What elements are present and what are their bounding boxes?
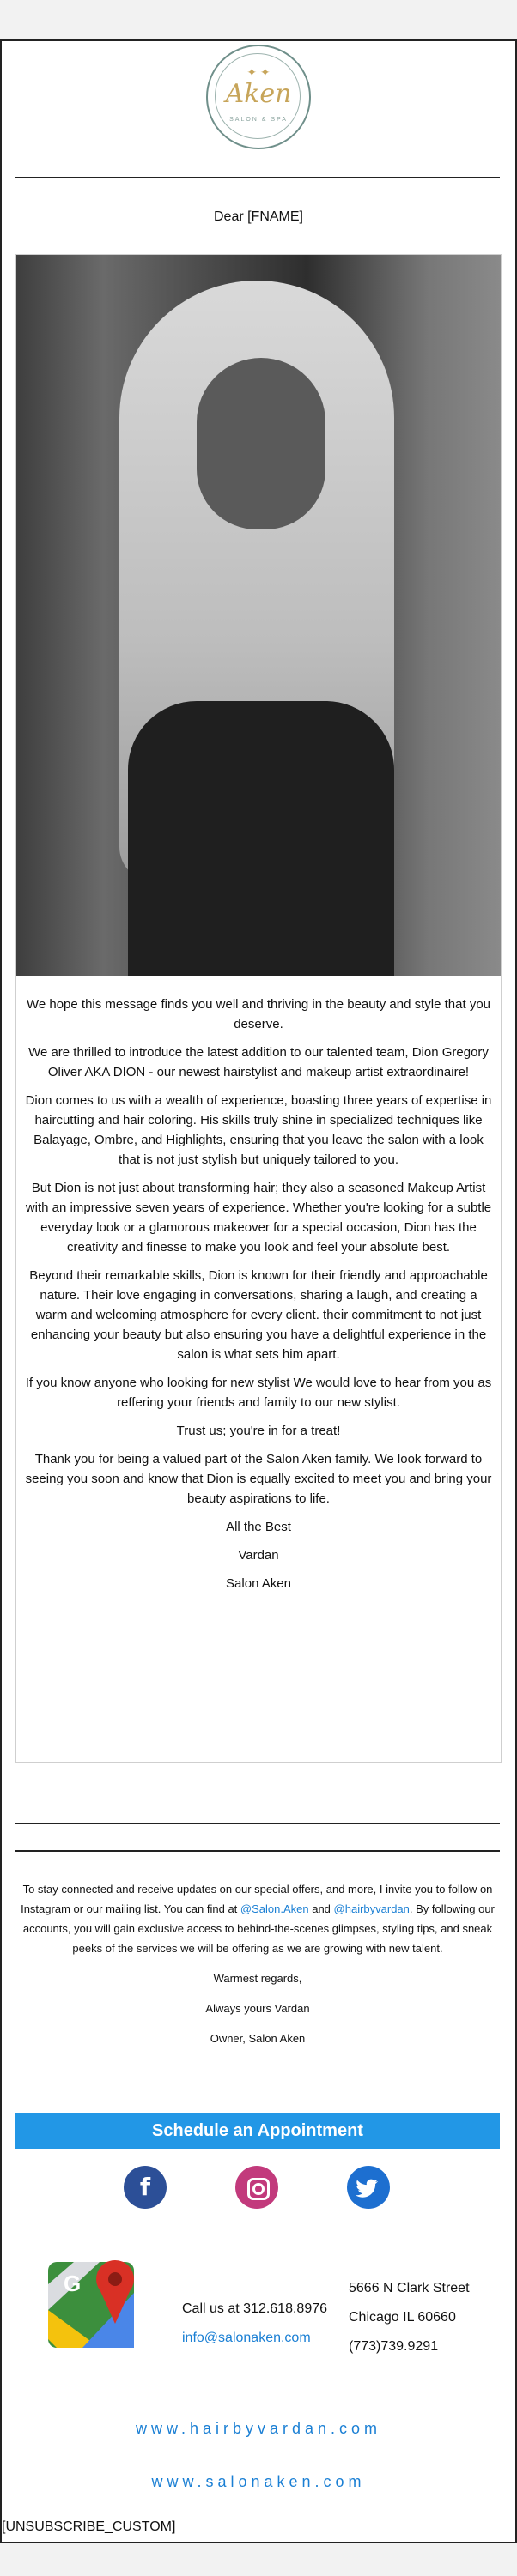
paragraph: Thank you for being a valued part of the Salon Aken family. We look forward to seeing you soon and know that Dion is equally excited to meet you and bring your beauty aspirations to life. xyxy=(25,1452,492,1506)
paragraph: If you know anyone who looking for new stylist We would love to hear from you as reffering your friends and family to our new stylist. xyxy=(25,1376,492,1410)
footer-text: To stay connected and receive updates on our special offers, and more, I invite you to follow on Instagram or our mailing list. You can find at xyxy=(21,1883,493,1915)
website-link-hairbyvardan[interactable]: www.hairbyvardan.com xyxy=(135,2420,382,2437)
instagram-lens-shape xyxy=(252,2183,265,2195)
divider xyxy=(15,177,500,178)
divider xyxy=(15,1850,500,1852)
svg-text:G: G xyxy=(64,2271,82,2296)
address-block xyxy=(349,2274,470,2361)
address-city: Chicago IL 60660 xyxy=(349,2310,456,2325)
regards: Warmest regards, xyxy=(213,1972,302,1985)
paragraph: We hope this message finds you well and thriving in the beauty and style that you deserve. xyxy=(26,997,491,1031)
closing-line: All the Best xyxy=(226,1520,291,1534)
twitter-icon[interactable] xyxy=(347,2166,390,2209)
signoff: Always yours Vardan xyxy=(205,2002,310,2015)
stylist-photo xyxy=(16,255,501,976)
message-body xyxy=(23,995,494,1602)
address-street: 5666 N Clark Street xyxy=(349,2281,470,2295)
instagram-link-salon[interactable]: @Salon.Aken xyxy=(240,1902,309,1915)
salon-logo[interactable] xyxy=(206,45,311,149)
instagram-link-vardan[interactable]: @hairbyvardan xyxy=(333,1902,410,1915)
photo-shirt-shape xyxy=(128,701,394,976)
paragraph: Dion comes to us with a wealth of experience, boasting three years of expertise in haircutting and hair coloring. His skills truly shine in specialized techniques like Balayage, Ombre, and Highlights, ensuring that you leave the salon with a look that is not just stylish but uniquely tailored to you. xyxy=(25,1093,492,1167)
phone-line[interactable]: Call us at 312.618.8976 xyxy=(182,2301,328,2316)
paragraph: Beyond their remarkable skills, Dion is known for their friendly and approachable nature. Their love engaging in conversations, sharing a laugh, and creating a warm and welcoming atmosphere for every client. their commitment to not just enhancing your beauty but also ensuring you have a delightful experience in the salon is what sets him apart. xyxy=(29,1268,488,1362)
unsubscribe-link[interactable]: [UNSUBSCRIBE_CUSTOM] xyxy=(2,2519,176,2534)
website-link-salonaken[interactable]: www.salonaken.com xyxy=(151,2473,366,2490)
paragraph: Trust us; you're in for a treat! xyxy=(176,1424,341,1438)
signature-name: Vardan xyxy=(238,1548,279,1563)
footer-note xyxy=(15,1879,500,2059)
twitter-bird-glyph xyxy=(347,2166,390,2209)
logo-subtitle: SALON & SPA xyxy=(229,117,288,123)
footer-text: and xyxy=(308,1902,334,1915)
footer-paragraph xyxy=(15,1879,500,1958)
google-maps-glyph xyxy=(48,2259,151,2361)
logo-monogram: Aken xyxy=(225,79,292,109)
email-link[interactable]: info@salonaken.com xyxy=(182,2331,311,2345)
footer-text: . By following our accounts, you will gain exclusive access to behind-the-scenes glimpses, styling tips, and sneak peeks of the services we will be offering as we are growing with new talent. xyxy=(22,1902,495,1955)
signature-company: Salon Aken xyxy=(226,1576,291,1591)
facebook-icon[interactable]: f xyxy=(124,2166,167,2209)
google-maps-icon[interactable] xyxy=(48,2259,151,2361)
schedule-appointment-button[interactable]: Schedule an Appointment xyxy=(15,2113,500,2149)
contact-block xyxy=(182,2295,327,2353)
greeting: Dear [FNAME] xyxy=(213,209,303,224)
owner-title: Owner, Salon Aken xyxy=(210,2032,306,2045)
content-card xyxy=(15,254,502,1763)
logo-ornament-icon: ✦ ✦ xyxy=(246,65,271,79)
paragraph: We are thrilled to introduce the latest addition to our talented team, Dion Gregory Oliver AKA DION - our newest hairstylist and makeup artist extraordinaire! xyxy=(28,1045,489,1079)
photo-face-shape xyxy=(197,358,325,529)
paragraph: But Dion is not just about transforming hair; they also a seasoned Makeup Artist with an impressive seven years of experience. Whether you're looking for a subtle everyday look or a glamorous makeover for a special occasion, Dion has the creativity and finesse to make you look and feel your absolute best. xyxy=(25,1181,492,1255)
phone-secondary[interactable]: (773)739.9291 xyxy=(349,2339,439,2354)
instagram-icon[interactable] xyxy=(235,2166,278,2209)
divider xyxy=(15,1823,500,1824)
